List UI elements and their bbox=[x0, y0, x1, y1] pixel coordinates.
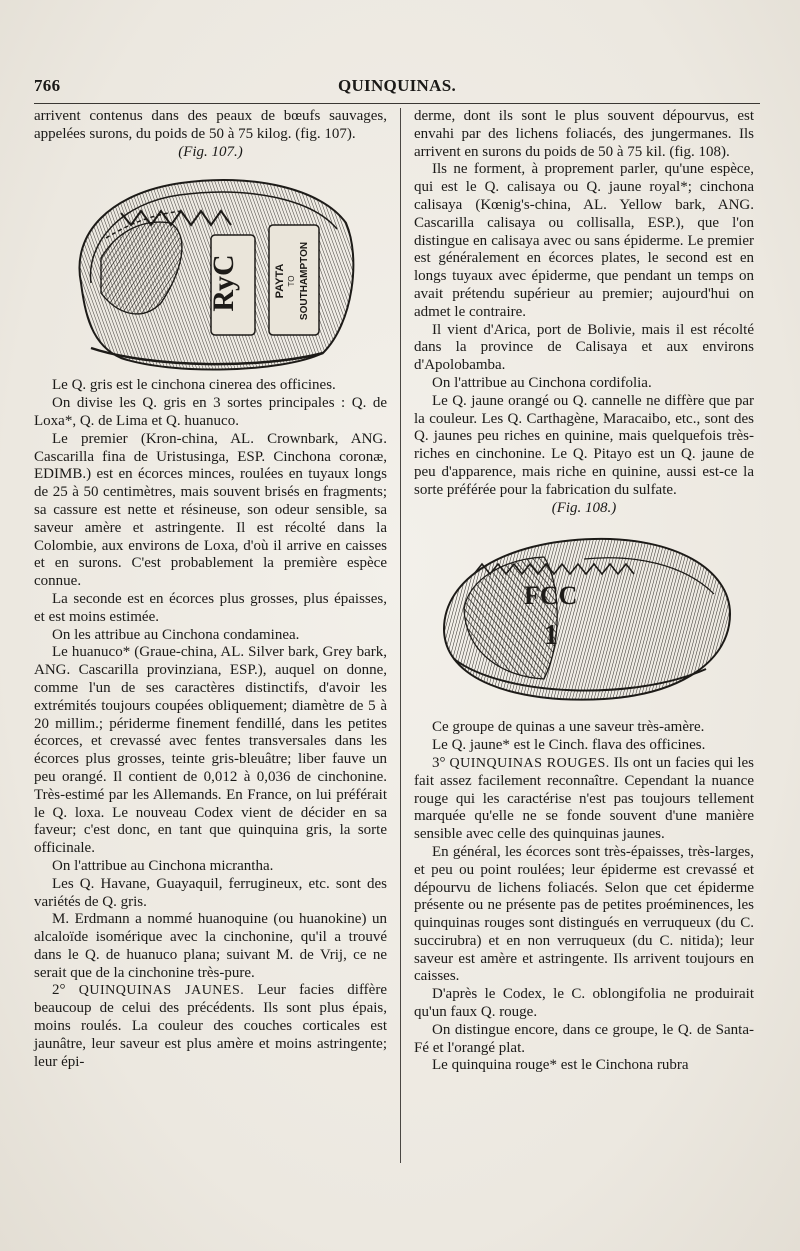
paragraph: D'après le Codex, le C. oblongifolia ne produirait qu'un faux Q. rouge. bbox=[414, 986, 754, 1021]
paragraph: Il vient d'Arica, port de Bolivie, mais il est récolté dans la province de Calisaya et aux environs d'Apolobamba. bbox=[414, 321, 754, 374]
figure-108-bale-illustration bbox=[434, 519, 734, 717]
paragraph: arrivent contenus dans des peaux de bœufs sauvages, appelées surons, du poids de 50 à 75 kilog. (fig. 107). bbox=[34, 108, 387, 142]
paragraph: On divise les Q. gris en 3 sortes principales : Q. de Loxa*, Q. de Lima et Q. huanuco. bbox=[34, 395, 387, 429]
figure-108-mark: FCC bbox=[524, 581, 578, 611]
figure-107-stamp-line2: TO bbox=[286, 275, 296, 287]
paragraph: On l'attribue au Cinchona micrantha. bbox=[52, 857, 274, 874]
section-number: 3° bbox=[432, 754, 446, 771]
right-column bbox=[414, 108, 754, 1075]
paragraph: Le Q. gris est le cinchona cinerea des officines. bbox=[52, 377, 336, 394]
figure-107-stamp-line3: SOUTHAMPTON bbox=[298, 242, 310, 321]
paragraph: derme, dont ils sont le plus souvent dépourvus, est envahi par des lichens foliacés, des jungermanes. Ils arrivent en surons du poids de 50 à 75 kil. (fig. 108). bbox=[414, 108, 754, 160]
paragraph: Le quinquina rouge* est le Cinchona rubra bbox=[432, 1057, 689, 1074]
figure-107-stamp-line1: PAYTA bbox=[273, 264, 286, 299]
section-text: Leur facies diffère beaucoup de celui des précédents. Ils sont plus épais, moins roulés. La couleur des couches corticales est jaunâtre, leur saveur est plus amère et moins astringente; leur épi- bbox=[34, 982, 387, 1070]
paragraph: On distingue encore, dans ce groupe, le Q. de Santa-Fé et l'orangé plat. bbox=[414, 1021, 754, 1056]
running-head bbox=[34, 72, 760, 100]
figure-107-mark: RyC bbox=[206, 254, 240, 313]
figure-108-number: 1 bbox=[544, 620, 558, 652]
paragraph: Les Q. Havane, Guayaquil, ferrugineux, etc. sont des variétés de Q. gris. bbox=[34, 875, 387, 910]
paragraph: En général, les écorces sont très-épaisses, très-larges, et peu ou point roulées; leur épiderme est crevassé et dépourvu de lichens foliacés. Selon que cet épiderme présente ou ne présente pas de petites proéminences, les quinquinas rouges sont distingués en verruqueux (du C. succirubra) et en non verruqueux (du C. nitida); leur saveur est amère et astringente. Ils arrivent toujours en caisses. bbox=[414, 843, 754, 985]
section-heading: QUINQUINAS ROUGES. bbox=[449, 755, 610, 771]
paragraph: Le huanuco* (Graue-china, AL. Silver bark, Grey bark, ANG. Cascarilla provinziana, ESP.), auquel on donne, comme l'un de ses caractères distinctifs, d'avoir les extrémités toujours coupées obliquement; diamètre de 5 à 20 millim.; périderme finement fendillé, dans les petites écorces, et crevassé avec fentes transversales dans les écorces plus grosses, teinte gris-bleuâtre; liber fauve un peu orangé. Il contient de 0,012 à 0,036 de cinchonine. Très-estimé par les Allemands. En France, on lui préférait le Q. loxa. Le nouveau Codex vient de décider en sa faveur; c'est donc, en tant que quinquina gris, la sorte officinale. bbox=[34, 644, 387, 857]
paragraph: Le premier (Kron-china, AL. Crownbark, ANG. Cascarilla fina de Uristusinga, ESP. Cinchona coronæ, EDIMB.) est en écorces minces, roulées en tuyaux longs de 25 à 50 centimètres, mais souvent brisés en fragments; sa cassure est nette et résineuse, son odeur sensible, sa saveur amère et astringente. Il est récolté dans la Colombie, aux environs de Loxa, d'où il arrive en caisses et en surons. C'est probablement la première espèce connue. bbox=[34, 430, 387, 590]
paragraph: M. Erdmann a nommé huanoquine (ou huanokine) un alcaloïde isomérique avec la cinchonine, qu'il a trouvé dans le Q. de huanuco plana; suivant M. de Vrij, ce ne serait que de la cinchonine très-pure. bbox=[34, 911, 387, 981]
paragraph: On l'attribue au Cinchona cordifolia. bbox=[432, 374, 652, 391]
header-rule bbox=[34, 103, 760, 104]
section-number: 2° bbox=[52, 982, 66, 999]
paragraph: Ils ne forment, à proprement parler, qu'une espèce, qui est le Q. calisaya ou Q. jaune royal*; cinchona calisaya (Kœnig's-china, AL. Yellow bark, ANG. Cascarilla calisaya ou collisalla, ESP.), que l'on distingue en calisaya avec ou sans épiderme. Le premier est généralement en écorces plates, le second est en longs tuyaux avec épiderme, que pendant un temps on avait prétendu supérieur au premier; aujourd'hui on admet le contraire. bbox=[414, 161, 754, 320]
section-paragraph-rouges bbox=[414, 755, 754, 844]
section-paragraph-jaunes bbox=[34, 982, 387, 1071]
running-title: QUINQUINAS. bbox=[337, 76, 457, 95]
section-heading: QUINQUINAS JAUNES. bbox=[78, 983, 245, 999]
page-number: 766 bbox=[34, 76, 61, 95]
paragraph: On les attribue au Cinchona condaminea. bbox=[52, 626, 300, 643]
left-column bbox=[34, 108, 387, 1071]
figure-108-caption: (Fig. 108.) bbox=[551, 499, 617, 516]
paragraph: Le Q. jaune orangé ou Q. cannelle ne diffère que par la couleur. Les Q. Carthagène, Maracaibo, etc., sont des Q. jaunes peu riches en quinine, mais quelquefois très-riches en cinchonine. Le Q. Pitayo est un Q. jaune de peu d'apparence, mais riche en quinine, aussi est-ce la sorte préférée pour la fabrication du sulfate. bbox=[414, 392, 754, 498]
section-text: Ils ont un facies qui les fait assez facilement reconnaître. Cependant la nuance rouge qui les caractérise n'est pas toujours tellement marquée qu'elle ne se fonde souvent d'une manière sensible avec celle des quinquinas jaunes. bbox=[414, 754, 754, 843]
figure-107-caption: (Fig. 107.) bbox=[178, 143, 243, 160]
paragraph: La seconde est en écorces plus grosses, plus épaisses, et est moins estimée. bbox=[34, 590, 387, 625]
paragraph: Ce groupe de quinas a une saveur très-amère. bbox=[432, 719, 705, 736]
figure-107-bale-illustration bbox=[61, 163, 361, 375]
column-divider bbox=[400, 108, 401, 1163]
paragraph: Le Q. jaune* est le Cinch. flava des officines. bbox=[432, 737, 706, 754]
